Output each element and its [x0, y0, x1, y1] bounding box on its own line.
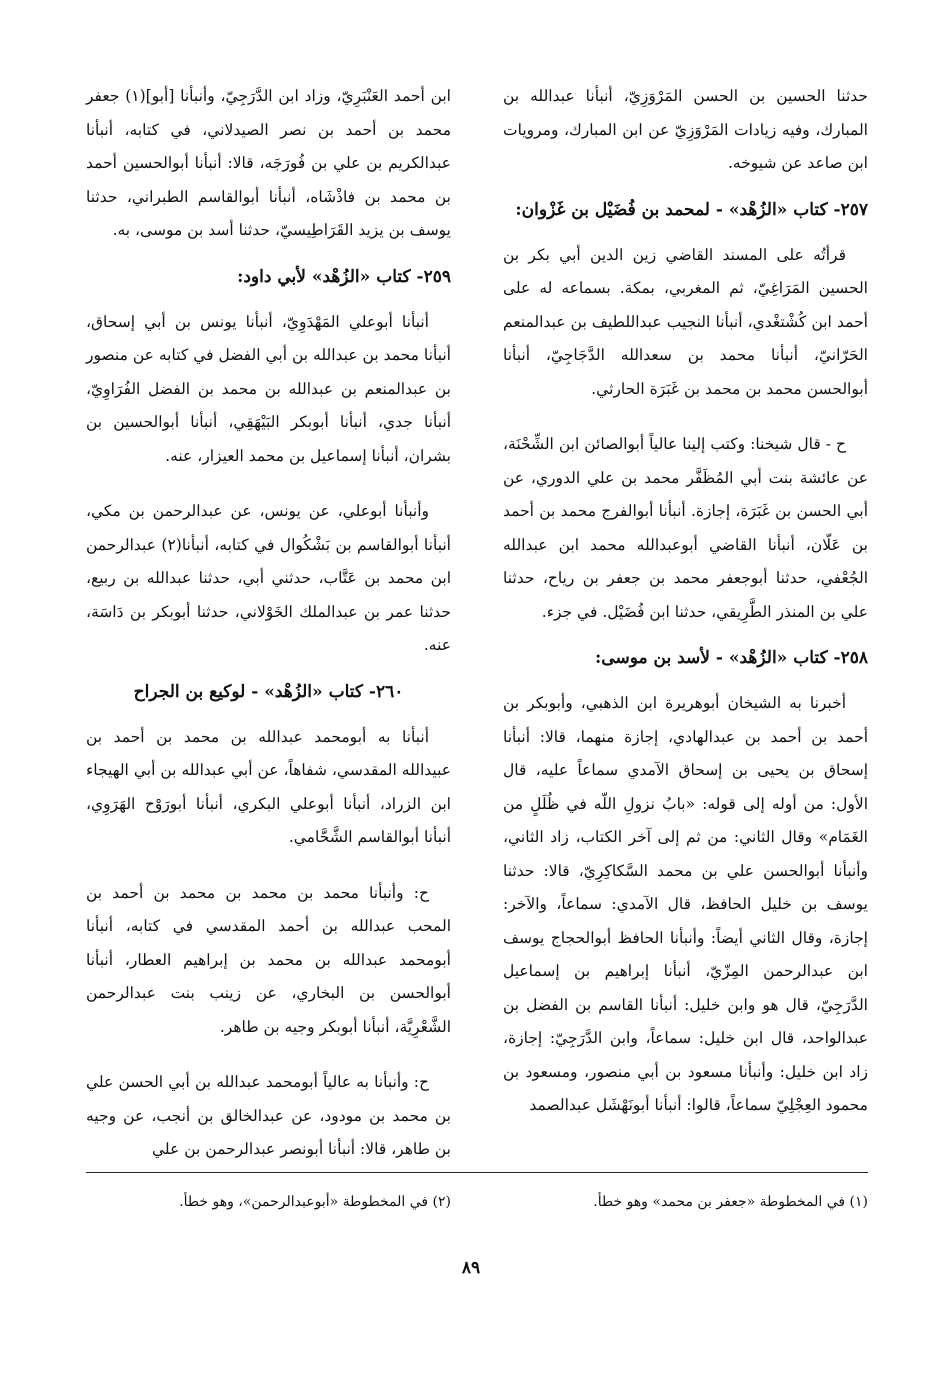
paragraph-258-chain: أخبرنا به الشيخان أبوهريرة ابن الذهبي، وأبوبكر بن أحمد بن أحمد بن عبدالهادي، إجازة منهما، قالا: أنبأنا إسحاق بن يحيى بن إسحاق الآمدي سماعاً عليه، قال الأول: من أوله إلى قوله: «بابُ نزولِ اللّه في ظُلَلٍ من الغَمَام» وقال الثاني: من ثم إلى آخر الكتاب، زاد الثاني، وأنبأنا أبوالحسن علي بن محمد السَّكاكِرِيّ، قالا: حدثنا يوسف بن خليل الحافظ، قال الآمدي: سماعاً، والآخر: إجازة، وقال الثاني أيضاً: وأنبأنا الحافظ أبوالحجاج يوسف ابن عبدالرحمن المِزّيّ، أنبأنا إبراهيم بن إسماعيل الدَّرَجِيّ، قال هو وابن خليل: أنبأنا القاسم بن الفضل بن عبدالواحد، قال ابن خليل: سماعاً، وابن الدَّرَجِيّ: إجازة، زاد ابن خليل: وأنبأنا مسعود بن أبي منصور، ومسعود بن محمود العِجْلِيّ سماعاً، قالوا: أنبأنا أبونَهْشَل عبدالصمد — [503, 694, 868, 1114]
paragraph-continued: حدثنا الحسين بن الحسن المَرْوَزِيّ، أنبأنا عبدالله بن المبارك، وفيه زيادات المَرْوَزِيّ عن ابن المبارك، ومرويات ابن صاعد عن شيوخه. — [503, 87, 868, 172]
paragraph-257-chain-2: ح - قال شيخنا: وكتب إلينا عالياً أبوالصائن ابن الشِّحْنَة، عن عائشة بنت أبي المُظَفَّر محمد بن علي الدوري، عن أبي الحسن بن غَبَرَة، إجازة. أنبأنا أبوالفرج محمد بن أحمد بن عَلّان، أنبأنا القاضي أبوعبدالله محمد ابن عبدالله الجُعْفي، حدثنا أبوجعفر محمد بن جعفر بن رياح، حدثنا علي بن المنذر الطَّرِيقي، حدثنا ابن فُضَيْل. في جزء. — [503, 435, 868, 621]
footnote-1: (١) في المخطوطة «جعفر بن محمد» وهو خطأ. — [593, 1194, 868, 1210]
page-number: ٨٩ — [461, 1258, 481, 1278]
heading-book-260: ٢٦٠- كتاب «الزُهْد» - لوكيع بن الجراح — [133, 681, 404, 702]
paragraph-continued: ابن أحمد العَنْبَرِيّ، وزاد ابن الدَّرَجِيّ، وأنبأنا [أبو](١) جعفر محمد بن أحمد بن نصر الصيدلاني، في كتابه، أنبأنا عبدالكريم بن علي بن فُورَجَه، قالا: أنبأنا أبوالحسين أحمد بن محمد بن فاذْشَاه، أنبأنا أبوالقاسم الطبراني، حدثنا يوسف بن يزيد القَرَاطِيسيّ، حدثنا أسد بن موسى، به. — [86, 87, 451, 239]
right-column — [503, 80, 868, 1123]
paragraph-260-chain-3: ح: وأنبأنا به عالياً أبومحمد عبدالله بن أبي الحسن علي بن محمد بن مودود، عن عبدالخالق بن أنجب، عن وجيه بن طاهر، قالا: أنبأنا أبونصر عبدالرحمن بن علي — [86, 1073, 451, 1158]
paragraph-257-chain-1: قرأتُه على المسند القاضي زين الدين أبي بكر بن الحسين المَرَاغِيّ، ثم المغربي، بمكة. بسماعه له على أحمد ابن كُشْتغْدي، أنبأنا النجيب عبداللطيف بن عبدالمنعم الحَرّانيّ، أنبأنا محمد بن سعدالله الدَّجَاجِيّ، أنبأنا أبوالحسن محمد بن محمد بن غَبَرَة الحارثي. — [503, 245, 868, 398]
paragraph-260-chain-1: أنبأنا به أبومحمد عبدالله بن محمد بن أحمد بن عبيدالله المقدسي، شفاهاً، عن أبي عبدالله بن أبي الهيجاء ابن الزراد، أنبأنا أبوعلي البكري، أنبأنا أبورَوْح الهَرَوِي، أنبأنا أبوالقاسم الشَّحَّامي. — [86, 727, 451, 846]
heading-book-257: ٢٥٧- كتاب «الزُهْد» - لمحمد بن فُضَيْل بن غَزْوان: — [515, 199, 868, 220]
heading-book-259: ٢٥٩- كتاب «الزُهْد» لأبي داود: — [237, 266, 451, 287]
paragraph-259-chain-1: أنبأنا أبوعلي المَهْدَوِيّ، أنبأنا يونس بن أبي إسحاق، أنبأنا محمد بن عبدالله بن أبي الفضل في كتابه عن منصور بن عبدالمنعم بن عبدالله بن محمد بن الفضل الفُرَاوِيّ، أنبأنا جدي، أنبأنا أبوبكر البَيْهَقِي، أنبأنا أبوالحسين بن بشران، أنبأنا إسماعيل بن محمد العيزار، عنه. — [86, 312, 451, 465]
heading-book-258: ٢٥٨- كتاب «الزُهْد» - لأسد بن موسى: — [595, 648, 868, 668]
paragraph-259-chain-2: وأنبأنا أبوعلي، عن يونس، عن عبدالرحمن بن مكي، أنبأنا أبوالقاسم بن بَشْكُوال في كتابه، أنبأنا(٢) عبدالرحمن ابن محمد بن عَتَّاب، حدثني أبي، حدثنا عبدالله بن ربيع، حدثنا عمر بن عبدالملك الخَوْلاني، حدثنا أبوبكر بن دَاسَة، عنه. — [86, 502, 451, 654]
footnote-2: (٢) في المخطوطة «أبوعبدالرحمن»، وهو خطأ. — [179, 1194, 451, 1210]
footnote-divider — [86, 1172, 868, 1173]
paragraph-260-chain-2: ح: وأنبأنا محمد بن محمد بن محمد بن أحمد بن المحب عبدالله بن أحمد المقدسي في كتابه، أنبأنا أبومحمد عبدالله بن محمد بن إبراهيم العطار، أنبأنا أبوالحسن بن البخاري، عن زينب بنت عبدالرحمن الشَّعْرِيَّة، أنبأنا أبوبكر وجيه بن طاهر. — [86, 883, 451, 1036]
left-column — [86, 80, 451, 1167]
